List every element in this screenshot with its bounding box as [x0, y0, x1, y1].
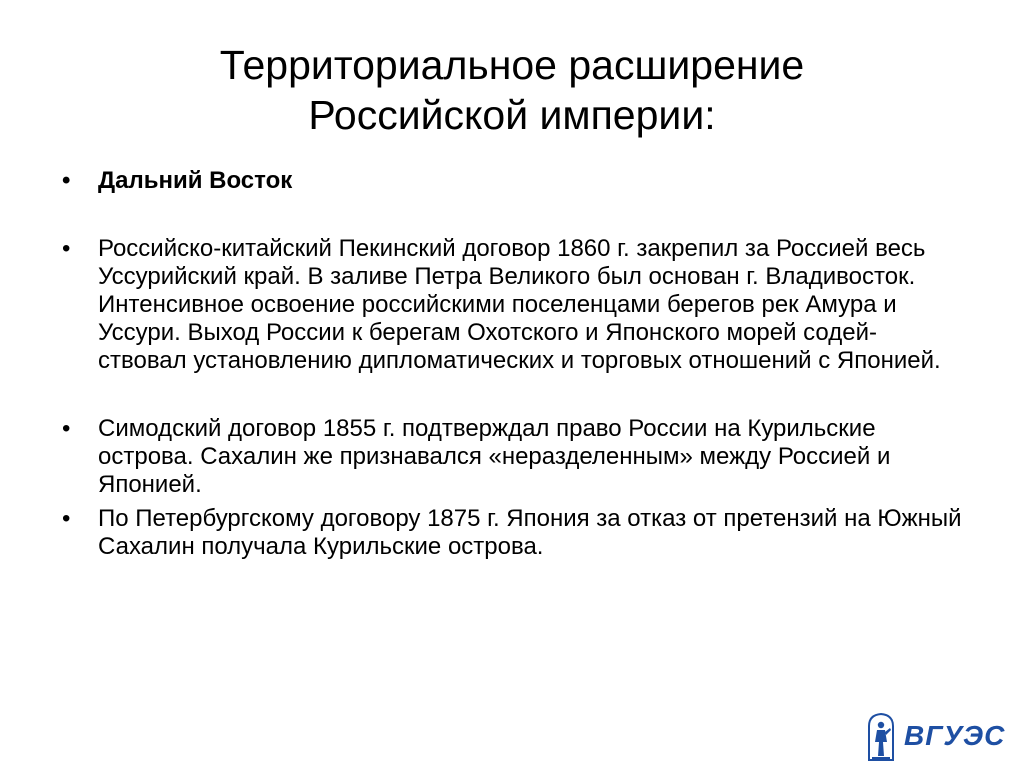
- slide-title-line-1: Территориальное расширение: [219, 42, 805, 88]
- logo-text: ВГУЭС: [904, 720, 1006, 751]
- bullet-item-petersburg-treaty: [62, 505, 962, 561]
- slide-title: [0, 40, 1024, 140]
- bullet-list: [62, 167, 962, 561]
- university-emblem-icon: [866, 712, 896, 762]
- university-logo: [866, 712, 1006, 762]
- bullet-marker: •: [62, 415, 71, 442]
- bullet-item-peking-treaty: [62, 235, 962, 375]
- bullet-text: Дальний Восток: [98, 167, 293, 194]
- bullet-item-heading: [62, 167, 962, 195]
- bullet-marker: •: [62, 235, 71, 262]
- bullet-marker: •: [62, 167, 71, 194]
- bullet-text: Симодский договор 1855 г. подтверждал право России на Курильские острова. Сахалин же признавался «неразделенным» между Россией и Японией.: [98, 415, 891, 498]
- bullet-item-shimoda-treaty: [62, 415, 962, 499]
- bullet-text: По Петербургскому договору 1875 г. Япония за отказ от претензий на Южный Сахалин получала Курильские острова.: [98, 505, 962, 560]
- bullet-text: Российско-китайский Пекинский договор 1860 г. закрепил за Россией весь Уссурийский край. В заливе Петра Великого был основан г. Владивосток. Интенсивное освоение российскими поселенцами берегов рек Амура и Уссури. Выход России к берегам Охотского и Японского морей содей-ствовал установлению дипломатических и торговых отношений с Японией.: [98, 235, 941, 374]
- slide-title-line-2: Российской империи:: [308, 92, 716, 138]
- bullet-marker: •: [62, 505, 71, 532]
